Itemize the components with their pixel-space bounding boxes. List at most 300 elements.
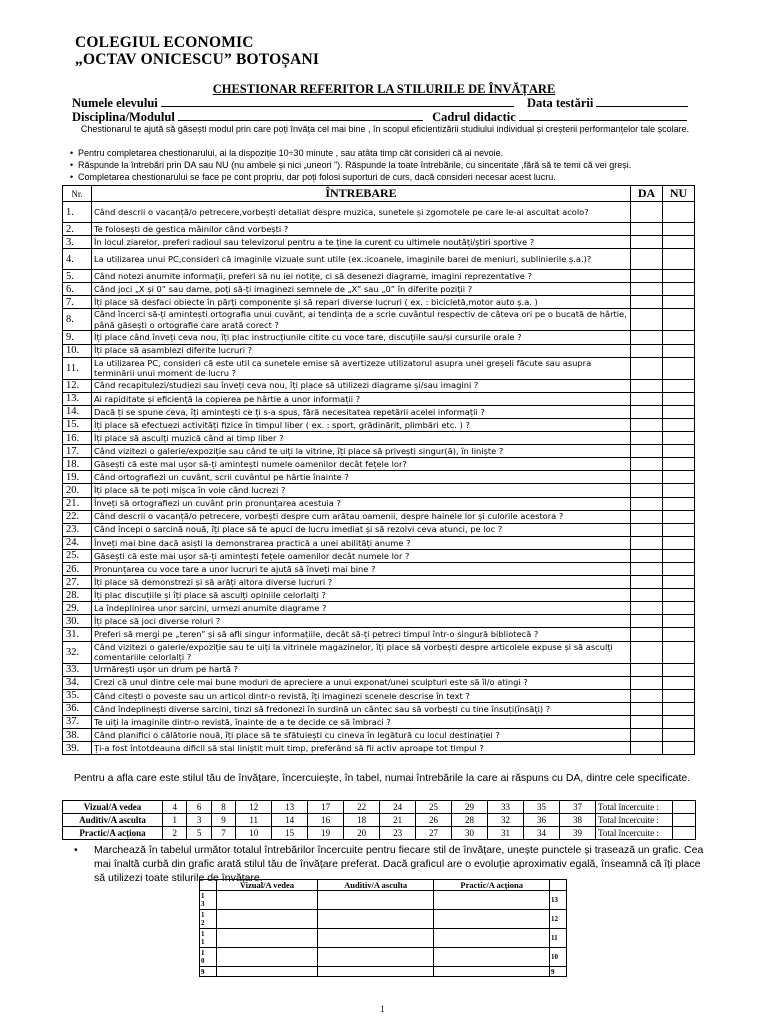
- score-row: [63, 814, 696, 827]
- question-number: 17.: [63, 445, 92, 458]
- graph-plot-cell[interactable]: [434, 891, 550, 910]
- question-number-cell[interactable]: 21: [380, 814, 416, 827]
- instructions-circle: Pentru a afla care este stilul tău de învățare, încercuiește, în tabel, numai întrebările la care ai răspuns cu DA, dintre cele specificate.: [73, 772, 691, 784]
- question-number-cell[interactable]: 38: [559, 814, 595, 827]
- answer-no-cell[interactable]: [663, 392, 695, 405]
- graph-row: [200, 967, 567, 977]
- question-row: [63, 523, 695, 536]
- answer-no-cell[interactable]: [663, 484, 695, 497]
- question-text: Îți place să demonstrezi și să arăți altora diverse lucruri ?: [92, 576, 631, 589]
- answer-no-cell[interactable]: [663, 497, 695, 510]
- answer-no-cell[interactable]: [663, 562, 695, 575]
- question-number-cell[interactable]: 3: [187, 814, 211, 827]
- total-circled-field[interactable]: [673, 827, 696, 840]
- graph-right-value: 11: [550, 929, 567, 948]
- answer-no-cell[interactable]: [663, 331, 695, 344]
- total-circled-label: Total încercuite :: [596, 801, 673, 814]
- answer-no-cell[interactable]: [663, 523, 695, 536]
- question-row: [63, 471, 695, 484]
- question-row: [63, 589, 695, 602]
- graph-plot-cell[interactable]: [434, 967, 550, 977]
- answer-yes-cell[interactable]: [631, 432, 663, 445]
- question-number-cell[interactable]: 20: [344, 827, 380, 840]
- graph-left-value: [200, 910, 217, 929]
- answer-no-cell[interactable]: [663, 270, 695, 283]
- question-number-cell[interactable]: 37: [559, 801, 595, 814]
- bullet-icon: •: [74, 844, 78, 856]
- graph-plot-cell[interactable]: [317, 910, 433, 929]
- question-row: [63, 689, 695, 702]
- graph-plot-cell[interactable]: [434, 910, 550, 929]
- question-number: 5.: [63, 270, 92, 283]
- question-row: [63, 392, 695, 405]
- question-number-cell[interactable]: 19: [308, 827, 344, 840]
- form-row-discipline: [72, 110, 687, 125]
- answer-yes-cell[interactable]: [631, 729, 663, 742]
- question-number: 32.: [63, 641, 92, 663]
- answer-yes-cell[interactable]: [631, 628, 663, 641]
- answer-no-cell[interactable]: [663, 510, 695, 523]
- question-number: 25.: [63, 549, 92, 562]
- question-number-cell[interactable]: 35: [523, 801, 559, 814]
- question-number: 29.: [63, 602, 92, 615]
- question-row: [63, 405, 695, 418]
- question-row: [63, 418, 695, 431]
- page-number: 1: [380, 1004, 385, 1014]
- answer-yes-cell[interactable]: [631, 702, 663, 715]
- question-text: Dacă ți se spune ceva, îți amintești ce ți s-a spus, fără necesitatea repetării acelei informații ?: [92, 405, 631, 418]
- question-number: 24.: [63, 536, 92, 549]
- total-circled-field[interactable]: [673, 801, 696, 814]
- answer-no-cell[interactable]: [663, 344, 695, 357]
- question-row: [63, 283, 695, 296]
- question-row: [63, 576, 695, 589]
- question-number: 39.: [63, 742, 92, 755]
- question-number: 23.: [63, 523, 92, 536]
- question-number-cell[interactable]: 32: [488, 814, 524, 827]
- question-number-cell[interactable]: 6: [187, 801, 211, 814]
- question-number-cell[interactable]: 14: [272, 814, 308, 827]
- question-number: 10.: [63, 344, 92, 357]
- question-number-cell[interactable]: 29: [452, 801, 488, 814]
- question-row: [63, 249, 695, 270]
- answer-yes-cell[interactable]: [631, 602, 663, 615]
- question-text: Când începi o sarcină nouă, îți place să te apuci de lucru imediat și să rezolvi ceva atunci, pe loc ?: [92, 523, 631, 536]
- answer-yes-cell[interactable]: [631, 309, 663, 331]
- graph-row: [200, 891, 567, 910]
- style-label: Practic/A acționa: [63, 827, 163, 840]
- question-row: [63, 615, 695, 628]
- question-text: Îți place să desfaci obiecte în părți componente și să repari diverse lucruri ( ex. : bicicletă,motor auto ș.a. ): [92, 296, 631, 309]
- graph-plot-cell[interactable]: [217, 929, 318, 948]
- form-row-student: [72, 96, 688, 111]
- question-number: 1.: [63, 202, 92, 223]
- question-text: Pronunțarea cu voce tare a unor lucruri te ajută să înveți mai bine ?: [92, 562, 631, 575]
- answer-yes-cell[interactable]: [631, 536, 663, 549]
- question-text: La îndeplinirea unor sarcini, urmezi anumite diagrame ?: [92, 602, 631, 615]
- question-number: 11.: [63, 357, 92, 379]
- school-name: COLEGIUL ECONOMIC: [75, 34, 254, 51]
- header-question: ÎNTREBARE: [92, 186, 631, 202]
- answer-no-cell[interactable]: [663, 432, 695, 445]
- question-number: 13.: [63, 392, 92, 405]
- question-text: Îți place să te poți mișca în voie când lucrezi ?: [92, 484, 631, 497]
- graph-instructions: • Marchează în tabelul următor totalul întrebărilor încercuite pentru fiecare stil de învățare, unește punctele și trasează un grafic. Cea mai înaltă curbă din grafic arată stilul tău de învățare preferat. Dacă graficul are o evoluție aproximativ egală, înseamnă că îți place să utilizezi toate stilurile de învățare.: [74, 844, 704, 884]
- question-row: [63, 729, 695, 742]
- graph-header-visual: Vizual/A vedea: [217, 880, 318, 891]
- graph-right-value: 13: [550, 891, 567, 910]
- answer-yes-cell[interactable]: [631, 418, 663, 431]
- intro-text: Chestionarul te ajută să găsești modul prin care poți învăța cel mai bine , în scopul eficientizării studiului individual și creșterii performanțelor tale școlare.: [80, 124, 690, 134]
- question-number: 9.: [63, 331, 92, 344]
- question-number-cell[interactable]: 27: [416, 827, 452, 840]
- question-row: [63, 202, 695, 223]
- answer-no-cell[interactable]: [663, 641, 695, 663]
- question-number: 2.: [63, 223, 92, 236]
- question-text: Te uiți la imaginile dintr-o revistă, înainte de a te decide ce să îmbraci ?: [92, 715, 631, 728]
- question-text: Când vizitezi o galerie/expoziție sau te uiți la vitrinele magazinelor, îți place să vorbești despre articolele expuse și să asculți comentariile celorlalți ?: [92, 641, 631, 663]
- answer-no-cell[interactable]: [663, 549, 695, 562]
- answer-no-cell[interactable]: [663, 296, 695, 309]
- question-row: [63, 663, 695, 676]
- answer-no-cell[interactable]: [663, 742, 695, 755]
- answer-yes-cell[interactable]: [631, 357, 663, 379]
- answer-yes-cell[interactable]: [631, 663, 663, 676]
- answer-yes-cell[interactable]: [631, 331, 663, 344]
- question-text: Când vizitezi o galerie/expoziție sau când te uiți la vitrine, îți place să privești singur(ă), în liniște ?: [92, 445, 631, 458]
- answer-no-cell[interactable]: [663, 663, 695, 676]
- question-row: [63, 331, 695, 344]
- answer-no-cell[interactable]: [663, 536, 695, 549]
- question-row: [63, 536, 695, 549]
- question-text: La utilizarea unui PC,consideri că imaginile vizuale sunt utile (ex.:icoanele, imaginile barei de meniuri, sublinierile ș.a.)?: [92, 249, 631, 270]
- graph-left-digit: 1: [201, 892, 205, 900]
- graph-plot-cell[interactable]: [217, 910, 318, 929]
- question-text: Ai rapiditate și eficiență la copierea pe hârtie a unor informații ?: [92, 392, 631, 405]
- question-number: 14.: [63, 405, 92, 418]
- question-text: Urmărești ușor un drum pe hartă ?: [92, 663, 631, 676]
- answer-no-cell[interactable]: [663, 689, 695, 702]
- answer-yes-cell[interactable]: [631, 379, 663, 392]
- question-number: 35.: [63, 689, 92, 702]
- question-number: 20.: [63, 484, 92, 497]
- question-number-cell[interactable]: 10: [236, 827, 272, 840]
- discipline-field[interactable]: [178, 110, 423, 121]
- questions-body: [63, 202, 695, 755]
- question-text: Când notezi anumite informații, preferi să nu iei notițe, ci să desenezi diagrame, imagini reprezentative ?: [92, 270, 631, 283]
- question-number-cell[interactable]: 33: [488, 801, 524, 814]
- question-number-cell[interactable]: 39: [559, 827, 595, 840]
- answer-no-cell[interactable]: [663, 236, 695, 249]
- answer-yes-cell[interactable]: [631, 344, 663, 357]
- answer-no-cell[interactable]: [663, 715, 695, 728]
- question-number: 34.: [63, 676, 92, 689]
- question-number-cell[interactable]: 9: [211, 814, 235, 827]
- question-row: [63, 432, 695, 445]
- question-number-cell[interactable]: 18: [344, 814, 380, 827]
- answer-yes-cell[interactable]: [631, 497, 663, 510]
- answer-no-cell[interactable]: [663, 615, 695, 628]
- question-text: Ți-a fost întotdeauna dificil să stai liniștit mult timp, preferând să fii activ aproape tot timpul ?: [92, 742, 631, 755]
- question-number-cell[interactable]: 17: [308, 801, 344, 814]
- question-text: Când încerci să-ți amintești ortografia unui cuvânt, ai tendința de a scrie cuvântul respectiv de câteva ori pe o bucată de hârtie, până găsești o ortografie care arată corect ?: [92, 309, 631, 331]
- question-row: [63, 357, 695, 379]
- question-row: [63, 549, 695, 562]
- question-number-cell[interactable]: 2: [163, 827, 187, 840]
- question-text: Găsești că este mai ușor să-ți amintești fețele oamenilor decât numele lor ?: [92, 549, 631, 562]
- question-number: 31.: [63, 628, 92, 641]
- graph-plot-cell[interactable]: [317, 948, 433, 967]
- student-name-field[interactable]: [161, 96, 514, 107]
- answer-no-cell[interactable]: [663, 418, 695, 431]
- question-number: 26.: [63, 562, 92, 575]
- question-text: Îți place când înveți ceva nou, îți plac instrucțiunile citite cu voce tare, discuțiile sau/și cursurile orale ?: [92, 331, 631, 344]
- answer-yes-cell[interactable]: [631, 484, 663, 497]
- graph-left-value: [200, 891, 217, 910]
- question-number-cell[interactable]: 16: [308, 814, 344, 827]
- answer-yes-cell[interactable]: [631, 405, 663, 418]
- style-label: Vizual/A vedea: [63, 801, 163, 814]
- question-number-cell[interactable]: 7: [211, 827, 235, 840]
- answer-yes-cell[interactable]: [631, 689, 663, 702]
- answer-no-cell[interactable]: [663, 602, 695, 615]
- answer-yes-cell[interactable]: [631, 549, 663, 562]
- graph-plot-cell[interactable]: [317, 929, 433, 948]
- score-table: [62, 800, 696, 840]
- answer-no-cell[interactable]: [663, 283, 695, 296]
- answer-no-cell[interactable]: [663, 379, 695, 392]
- graph-plot-cell[interactable]: [217, 967, 318, 977]
- question-text: Îți place să joci diverse roluri ?: [92, 615, 631, 628]
- question-row: [63, 344, 695, 357]
- instruction-bullet: • Răspunde la întrebări prin DA sau NU (nu ambele și nici „uneori ”). Răspunde la toate întrebările, cu sinceritate ,fără să te temi că vei greși.: [70, 160, 632, 170]
- graph-corner: [550, 880, 567, 891]
- question-row: [63, 223, 695, 236]
- answer-no-cell[interactable]: [663, 576, 695, 589]
- question-number-cell[interactable]: 15: [272, 827, 308, 840]
- graph-right-value: 12: [550, 910, 567, 929]
- graph-table: [199, 879, 567, 977]
- total-circled-label: Total încercuite :: [596, 827, 673, 840]
- answer-no-cell[interactable]: [663, 202, 695, 223]
- graph-left-digit: 1: [201, 949, 205, 957]
- answer-yes-cell[interactable]: [631, 392, 663, 405]
- question-number: 3.: [63, 236, 92, 249]
- question-number: 21.: [63, 497, 92, 510]
- answer-no-cell[interactable]: [663, 223, 695, 236]
- style-label: Auditiv/A asculta: [63, 814, 163, 827]
- question-text: În locul ziarelor, preferi radioul sau televizorul pentru a te ține la curent cu ultimele noutăți/știri sportive ?: [92, 236, 631, 249]
- question-number: 7.: [63, 296, 92, 309]
- answer-no-cell[interactable]: [663, 628, 695, 641]
- question-row: [63, 379, 695, 392]
- graph-right-value: 9: [550, 967, 567, 977]
- graph-left-digit: 1: [201, 911, 205, 919]
- answer-yes-cell[interactable]: [631, 615, 663, 628]
- graph-plot-cell[interactable]: [317, 967, 433, 977]
- answer-no-cell[interactable]: [663, 405, 695, 418]
- answer-no-cell[interactable]: [663, 729, 695, 742]
- answer-yes-cell[interactable]: [631, 236, 663, 249]
- question-row: [63, 702, 695, 715]
- questions-header-row: [63, 186, 695, 202]
- question-row: [63, 510, 695, 523]
- graph-left-digit: 9: [201, 967, 205, 976]
- instruction-bullet: • Pentru completarea chestionarului, ai la dispoziție 10÷30 minute , sau atâta timp cât consideri că ai nevoie.: [70, 148, 504, 158]
- graph-plot-cell[interactable]: [434, 948, 550, 967]
- answer-yes-cell[interactable]: [631, 742, 663, 755]
- graph-left-digit: 3: [201, 900, 205, 908]
- question-text: Când joci „X și 0” sau dame, poți să-ți imaginezi semnele de „X” sau „0” în diferite poziții ?: [92, 283, 631, 296]
- answer-yes-cell[interactable]: [631, 202, 663, 223]
- total-circled-field[interactable]: [673, 814, 696, 827]
- question-text: Îți plac discuțiile și îți place să asculți opiniile celorlalți ?: [92, 589, 631, 602]
- question-number: 16.: [63, 432, 92, 445]
- header-nr: Nr.: [63, 186, 92, 202]
- graph-header-auditory: Auditiv/A asculta: [317, 880, 433, 891]
- answer-yes-cell[interactable]: [631, 641, 663, 663]
- answer-yes-cell[interactable]: [631, 510, 663, 523]
- graph-plot-cell[interactable]: [217, 948, 318, 967]
- question-row: [63, 497, 695, 510]
- question-number-cell[interactable]: 28: [452, 814, 488, 827]
- answer-yes-cell[interactable]: [631, 676, 663, 689]
- answer-no-cell[interactable]: [663, 249, 695, 270]
- answer-yes-cell[interactable]: [631, 589, 663, 602]
- question-row: [63, 484, 695, 497]
- answer-yes-cell[interactable]: [631, 562, 663, 575]
- answer-no-cell[interactable]: [663, 471, 695, 484]
- question-number-cell[interactable]: 8: [211, 801, 235, 814]
- discipline-label: Disciplina/Modulul: [72, 110, 175, 124]
- answer-no-cell[interactable]: [663, 458, 695, 471]
- teacher-field[interactable]: [519, 110, 687, 121]
- question-text: Îți place să asculți muzică când ai timp liber ?: [92, 432, 631, 445]
- score-row: [63, 801, 696, 814]
- bullet-icon: •: [70, 160, 74, 170]
- bullet-icon: •: [70, 172, 74, 182]
- question-text: Când descrii o vacanță/o petrecere,vorbești detaliat despre muzica, sunetele și zgomotele pe care le-ai ascultat acolo?: [92, 202, 631, 223]
- question-row: [63, 309, 695, 331]
- graph-plot-cell[interactable]: [217, 891, 318, 910]
- answer-no-cell[interactable]: [663, 309, 695, 331]
- questionnaire-title: CHESTIONAR REFERITOR LA STILURILE DE ÎNVĂȚARE: [212, 82, 556, 96]
- question-number-cell[interactable]: 23: [380, 827, 416, 840]
- question-text: Când descrii o vacanță/o petrecere, vorbești despre cum arătau oamenii, despre hainele lor și culorile acestora ?: [92, 510, 631, 523]
- question-row: [63, 296, 695, 309]
- question-row: [63, 445, 695, 458]
- question-number-cell[interactable]: 4: [163, 801, 187, 814]
- school-subname: „OCTAV ONICESCU” BOTOȘANI: [75, 51, 320, 68]
- question-text: Când planifici o călătorie nouă, îți place să te sfătuiești cu cineva în legătură cu locul destinației ?: [92, 729, 631, 742]
- graph-header-practical: Practic/A acționa: [434, 880, 550, 891]
- answer-yes-cell[interactable]: [631, 715, 663, 728]
- question-number-cell[interactable]: 5: [187, 827, 211, 840]
- test-date-field[interactable]: [596, 96, 688, 107]
- question-number-cell[interactable]: 11: [236, 814, 272, 827]
- question-text: Când ortografiezi un cuvânt, scrii cuvântul pe hârtie înainte ?: [92, 471, 631, 484]
- question-number: 19.: [63, 471, 92, 484]
- answer-yes-cell[interactable]: [631, 576, 663, 589]
- question-number: 4.: [63, 249, 92, 270]
- question-row: [63, 562, 695, 575]
- graph-left-value: [200, 929, 217, 948]
- graph-left-digit: 1: [201, 930, 205, 938]
- graph-row: [200, 929, 567, 948]
- graph-left-digit: 0: [201, 957, 205, 965]
- question-number-cell[interactable]: 25: [416, 801, 452, 814]
- question-number-cell[interactable]: 36: [523, 814, 559, 827]
- answer-yes-cell[interactable]: [631, 223, 663, 236]
- question-number: 28.: [63, 589, 92, 602]
- question-text: Preferi să mergi pe „teren” și să afli singur informațiile, decât să-ți petreci timpul într-o singură bibliotecă ?: [92, 628, 631, 641]
- question-number: 33.: [63, 663, 92, 676]
- answer-yes-cell[interactable]: [631, 445, 663, 458]
- graph-corner: [200, 880, 217, 891]
- question-text: Găsești că este mai ușor să-ți amintești numele oamenilor decât fețele lor?: [92, 458, 631, 471]
- answer-yes-cell[interactable]: [631, 283, 663, 296]
- question-row: [63, 458, 695, 471]
- graph-left-value: [200, 967, 217, 977]
- question-number: 8.: [63, 309, 92, 331]
- question-number-cell[interactable]: 22: [344, 801, 380, 814]
- question-row: [63, 715, 695, 728]
- question-number-cell[interactable]: 26: [416, 814, 452, 827]
- question-text: Când recapitulezi/studiezi sau înveți ceva nou, îți place să utilizezi diagrame și/sau imagini ?: [92, 379, 631, 392]
- question-number-cell[interactable]: 31: [488, 827, 524, 840]
- question-text: Crezi că unul dintre cele mai bune moduri de apreciere a unui exponat/unei sculpturi este să îl/o atingi ?: [92, 676, 631, 689]
- answer-no-cell[interactable]: [663, 445, 695, 458]
- answer-yes-cell[interactable]: [631, 249, 663, 270]
- question-number: 12.: [63, 379, 92, 392]
- question-number: 15.: [63, 418, 92, 431]
- question-number-cell[interactable]: 34: [523, 827, 559, 840]
- header-no: NU: [663, 186, 695, 202]
- question-text: Îți place să efectuezi activități fizice în timpul liber ( ex. : sport, grădinărit, plimbări etc. ) ?: [92, 418, 631, 431]
- graph-left-digit: 2: [201, 919, 205, 927]
- question-number: 37.: [63, 715, 92, 728]
- question-number-cell[interactable]: 13: [272, 801, 308, 814]
- answer-no-cell[interactable]: [663, 589, 695, 602]
- answer-yes-cell[interactable]: [631, 270, 663, 283]
- question-number: 6.: [63, 283, 92, 296]
- question-number-cell[interactable]: 12: [236, 801, 272, 814]
- student-name-label: Numele elevului: [72, 96, 158, 110]
- answer-no-cell[interactable]: [663, 357, 695, 379]
- question-text: Când îndeplinești diverse sarcini, tinzi să fredonezi în surdină un cântec sau să vorbești cu tine însuți(însăți) ?: [92, 702, 631, 715]
- graph-plot-cell[interactable]: [434, 929, 550, 948]
- question-number-cell[interactable]: 30: [452, 827, 488, 840]
- total-circled-label: Total încercuite :: [596, 814, 673, 827]
- answer-yes-cell[interactable]: [631, 458, 663, 471]
- instruction-bullet: • Completarea chestionarului se face pe cont propriu, dar poți folosi suporturi de curs, dacă consideri necesar acest lucru.: [70, 172, 556, 182]
- bullet-icon: •: [70, 148, 74, 158]
- question-number-cell[interactable]: 1: [163, 814, 187, 827]
- answer-no-cell[interactable]: [663, 676, 695, 689]
- answer-yes-cell[interactable]: [631, 523, 663, 536]
- test-date-label: Data testării: [527, 96, 594, 110]
- answer-yes-cell[interactable]: [631, 296, 663, 309]
- graph-plot-cell[interactable]: [317, 891, 433, 910]
- answer-yes-cell[interactable]: [631, 471, 663, 484]
- question-number: 30.: [63, 615, 92, 628]
- answer-no-cell[interactable]: [663, 702, 695, 715]
- question-number-cell[interactable]: 24: [380, 801, 416, 814]
- question-number: 22.: [63, 510, 92, 523]
- question-text: Înveți să ortografiezi un cuvânt prin pronunțarea acestuia ?: [92, 497, 631, 510]
- graph-row: [200, 948, 567, 967]
- question-text: Înveți mai bine dacă asiști la demonstrarea practică a unei abilități anume ?: [92, 536, 631, 549]
